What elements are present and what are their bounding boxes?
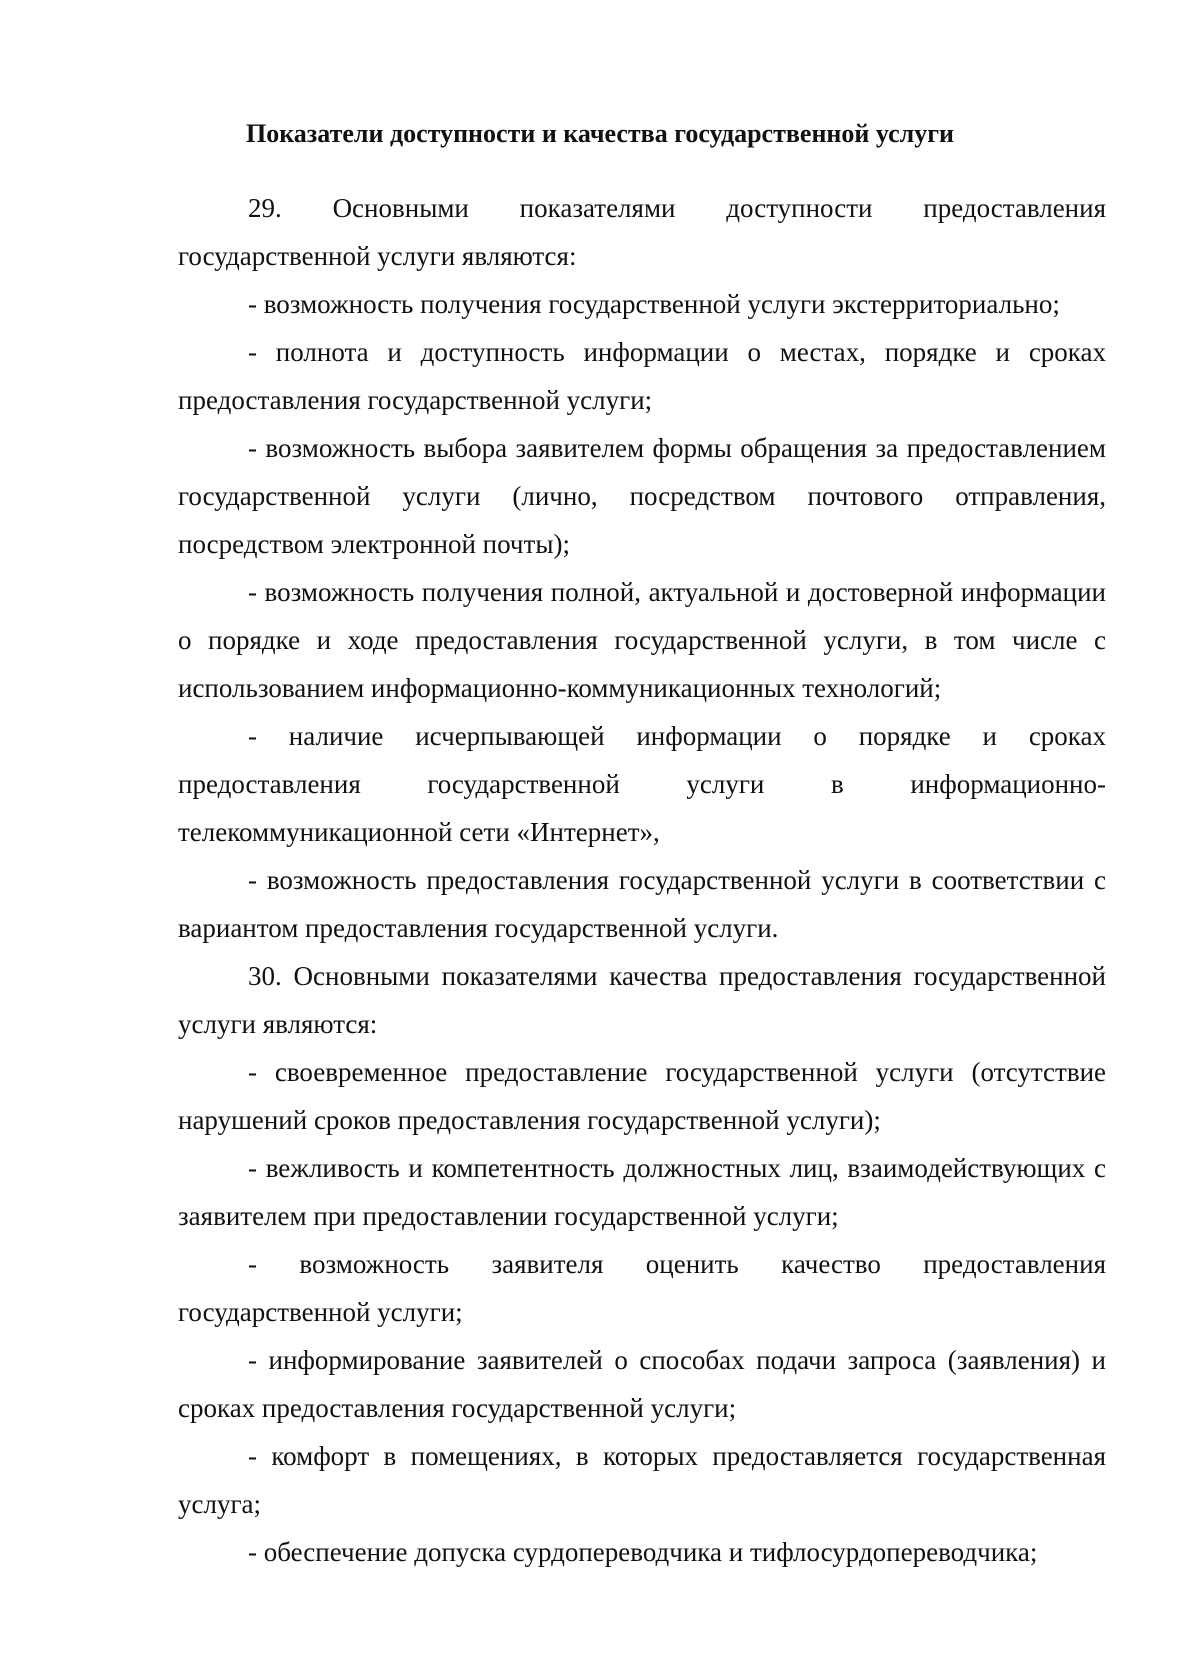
list-item-service-variant: - возможность предоставления государственной услуги в соответствии с вариантом предоставления государственной услуги. (178, 865, 1106, 943)
list-item-timeliness: - своевременное предоставление государственной услуги (отсутствие нарушений сроков предоставления государственной услуги); (178, 1057, 1106, 1135)
list-item-interpreter-access: - обеспечение допуска сурдопереводчика и тифлосурдопереводчика; (248, 1537, 1038, 1567)
list-item-quality-rating: - возможность заявителя оценить качество предоставления государственной услуги; (178, 1249, 1106, 1327)
list-item-information-completeness: - полнота и доступность информации о местах, порядке и сроках предоставления государственной услуги; (178, 337, 1106, 415)
list-item-applicant-informing: - информирование заявителей о способах подачи запроса (заявления) и сроках предоставления государственной услуги; (178, 1345, 1106, 1423)
section-title: Показатели доступности и качества государственной услуги (245, 119, 955, 148)
list-item-extraterritorial: - возможность получения государственной услуги экстерриториально; (248, 289, 1060, 319)
document-body (178, 184, 1106, 1576)
list-item-premises-comfort: - комфорт в помещениях, в которых предоставляется государственная услуга; (178, 1441, 1106, 1519)
list-item-form-choice: - возможность выбора заявителем формы обращения за предоставлением государственной услуги (лично, посредством почтового отправления, посредством электронной почты); (178, 433, 1106, 559)
list-item-reliable-information: - возможность получения полной, актуальной и достоверной информации о порядке и ходе предоставления государственной услуги, в том числе с использованием информационно-коммуникационных технологий; (178, 577, 1106, 703)
list-item-internet-information: - наличие исчерпывающей информации о порядке и сроках предоставления государственной услуги в информационно-телекоммуникационной сети «Интернет», (178, 721, 1106, 847)
paragraph-30-intro: 30. Основными показателями качества предоставления государственной услуги являются: (178, 961, 1106, 1039)
list-item-politeness: - вежливость и компетентность должностных лиц, взаимодействующих с заявителем при предоставлении государственной услуги; (178, 1153, 1106, 1231)
paragraph-29-intro: 29. Основными показателями доступности предоставления государственной услуги являются: (178, 193, 1106, 271)
